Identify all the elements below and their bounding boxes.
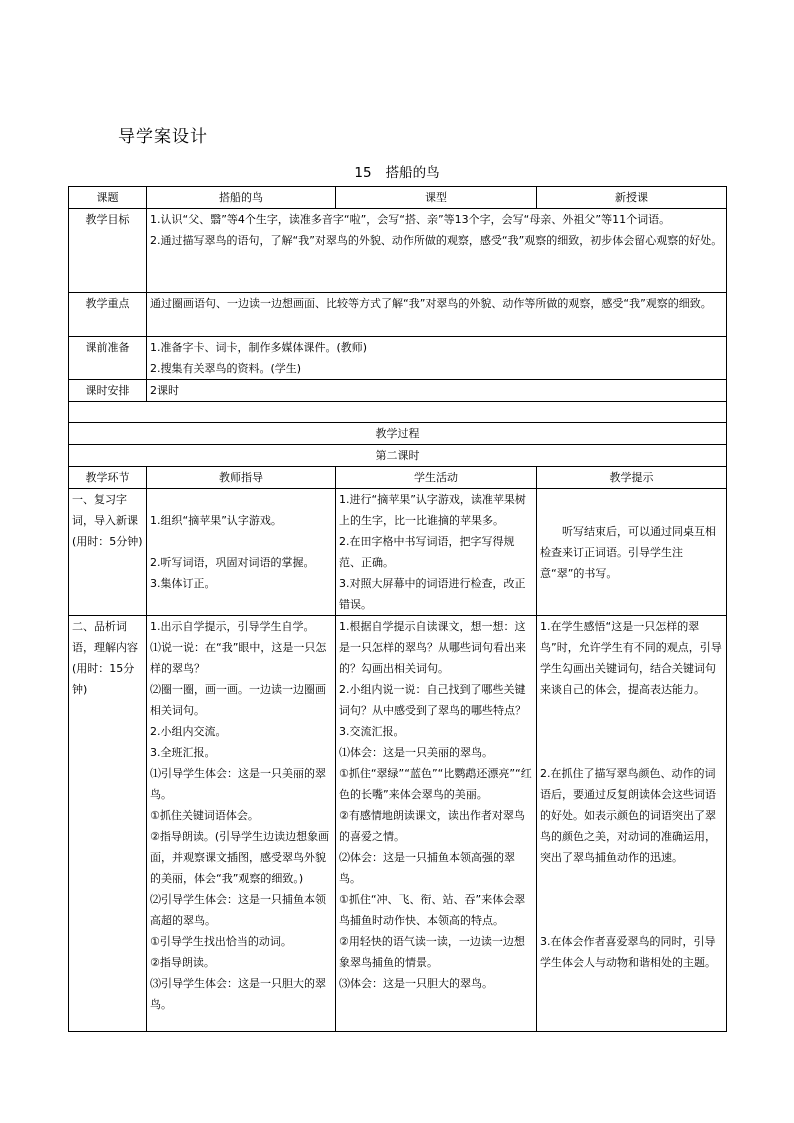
lesson-name: 搭船的鸟: [385, 165, 440, 181]
blank-line: [540, 910, 723, 931]
tips-cell: [537, 489, 727, 616]
goals-label: 教学目标: [69, 209, 147, 293]
teacher-cell: [147, 616, 336, 1032]
blank-line: [540, 868, 723, 889]
table-row: [69, 616, 727, 1032]
col-header-step: 教学环节: [69, 467, 147, 489]
student-item: 1.进行“摘苹果”认字游戏，读准苹果树上的生字，比一比谁摘的苹果多。: [339, 493, 526, 527]
step-cell: 一、复习字词，导入新课(用时：5分钟): [69, 489, 147, 616]
schedule-value: 2课时: [147, 380, 727, 402]
blank-line: [540, 700, 723, 721]
teacher-item: 2.听写词语，巩固对词语的掌握。: [150, 556, 315, 569]
student-item: 2.小组内说一说：自己找到了哪些关键词句？从中感受到了翠鸟的哪些特点？: [339, 683, 526, 717]
topic-value: 搭船的鸟: [147, 187, 336, 209]
teacher-item: 1.出示自学提示，引导学生自学。: [150, 620, 315, 633]
blank-line: [540, 889, 723, 910]
prep-item: 2.搜集有关翠鸟的资料。(学生): [150, 362, 302, 375]
goals-row: [69, 209, 727, 293]
teacher-cell: [147, 489, 336, 616]
teacher-item: ⑶引导学生体会：这是一只胆大的翠鸟。: [150, 977, 326, 1011]
teacher-item: ⑴说一说：在“我”眼中，这是一只怎样的翠鸟？: [150, 641, 327, 675]
type-value: 新授课: [537, 187, 727, 209]
student-cell: [336, 616, 537, 1032]
teacher-item: 1.组织“摘苹果”认字游戏。: [150, 514, 282, 527]
prep-label: 课前准备: [69, 337, 147, 380]
process-title: 教学过程: [69, 423, 727, 445]
table-row: [69, 489, 727, 616]
teacher-item: 3.全班汇报。: [150, 746, 216, 759]
teacher-item: ⑵圈一圈，画一画。一边读一边圈画相关词句。: [150, 683, 326, 717]
blank-cell: [69, 402, 727, 423]
student-item: ①抓住“冲、飞、衔、站、吞”来体会翠鸟捕鱼时动作快、本领高的特点。: [339, 893, 526, 927]
student-item: ②有感情地朗读课文，读出作者对翠鸟的喜爱之情。: [339, 809, 525, 843]
tip-item: 1.在学生感悟“这是一只怎样的翠鸟”时，允许学生有不同的观点，引导学生勾画出关键词句，结合关键词句来谈自己的体会，提高表达能力。: [540, 620, 722, 696]
schedule-label: 课时安排: [69, 380, 147, 402]
student-item: ①抓住“翠绿”“蓝色”“比鹦鹉还漂亮”“红色的长嘴”来体会翠鸟的美丽。: [339, 767, 532, 801]
blank-row: [69, 402, 727, 423]
teacher-item: ①引导学生找出恰当的动词。: [150, 935, 292, 948]
student-item: 3.对照大屏幕中的词语进行检查，改正错误。: [339, 577, 526, 611]
student-item: 3.交流汇报。: [339, 725, 405, 738]
topic-label: 课题: [69, 187, 147, 209]
col-header-tips: 教学提示: [537, 467, 727, 489]
step-cell: 二、品析词语，理解内容(用时：15分钟): [69, 616, 147, 1032]
tip-item: 听写结束后，可以通过同桌互相检查来订正词语。引导学生注意“翠”的书写。: [540, 524, 716, 580]
student-item: ⑵体会：这是一只捕鱼本领高强的翠鸟。: [339, 851, 515, 885]
blank-line: [150, 531, 332, 552]
student-item: 1.根据自学提示自读课文，想一想：这是一只怎样的翠鸟？从哪些词句看出来的？勾画出相关词句。: [339, 620, 526, 675]
lesson-plan-table: [68, 186, 727, 1032]
key-points-text: 通过圈画语句、一边读一边想画面、比较等方式了解“我”对翠鸟的外貌、动作等所做的观察，感受“我”观察的细致。: [147, 293, 727, 337]
prep-content: [147, 337, 727, 380]
teacher-item: ⑵引导学生体会：这是一只捕鱼本领高超的翠鸟。: [150, 893, 326, 927]
teacher-item: ①抓住关键词语体会。: [150, 809, 259, 822]
header-row: [69, 187, 727, 209]
type-label: 课型: [336, 187, 537, 209]
teacher-item: 3.集体订正。: [150, 577, 216, 590]
blank-line: [540, 721, 723, 742]
student-cell: [336, 489, 537, 616]
process-row: [69, 423, 727, 445]
goal-item: 1.认识“父、翳”等4个生字，读准多音字“啦”，会写“搭、亲”等13个字，会写“母亲、外祖父”等11个词语。: [150, 213, 671, 226]
column-header-row: [69, 467, 727, 489]
student-item: ⑶体会：这是一只胆大的翠鸟。: [339, 977, 493, 990]
student-item: ②用轻快的语气读一读，一边读一边想象翠鸟捕鱼的情景。: [339, 935, 525, 969]
lesson-number: 15: [354, 165, 372, 181]
period-row: [69, 445, 727, 467]
prep-row: [69, 337, 727, 380]
key-points-label: 教学重点: [69, 293, 147, 337]
goals-content: [147, 209, 727, 293]
lesson-title: [0, 161, 794, 181]
student-item: ⑴体会：这是一只美丽的翠鸟。: [339, 746, 493, 759]
period-title: 第二课时: [69, 445, 727, 467]
blank-line: [540, 742, 723, 763]
col-header-teacher: 教师指导: [147, 467, 336, 489]
teacher-item: ②指导朗读。(引导学生边读边想象画面，并观察课文插图，感受翠鸟外貌的美丽，体会“我”观察的细致。): [150, 830, 330, 885]
document-title: 导学案设计: [118, 127, 208, 147]
goal-item: 2.通过描写翠鸟的语句，了解“我”对翠鸟的外貌、动作所做的观察，感受“我”观察的细致，初步体会留心观察的好处。: [150, 234, 723, 247]
tips-cell: [537, 616, 727, 1032]
prep-item: 1.准备字卡、词卡，制作多媒体课件。(教师): [150, 341, 368, 354]
key-points-row: [69, 293, 727, 337]
col-header-student: 学生活动: [336, 467, 537, 489]
teacher-item: 2.小组内交流。: [150, 725, 227, 738]
tip-item: 3.在体会作者喜爱翠鸟的同时，引导学生体会人与动物和谐相处的主题。: [540, 935, 716, 969]
teacher-item: ②指导朗读。: [150, 956, 215, 969]
schedule-row: [69, 380, 727, 402]
student-item: 2.在田字格中书写词语，把字写得规范、正确。: [339, 535, 515, 569]
tip-item: 2.在抓住了描写翠鸟颜色、动作的词语后，要通过反复朗读体会这些词语的好处。如表示颜色的词语突出了翠鸟的颜色之美，对动词的准确运用，突出了翠鸟捕鱼动作的迅速。: [540, 767, 716, 864]
teacher-item: ⑴引导学生体会：这是一只美丽的翠鸟。: [150, 767, 326, 801]
